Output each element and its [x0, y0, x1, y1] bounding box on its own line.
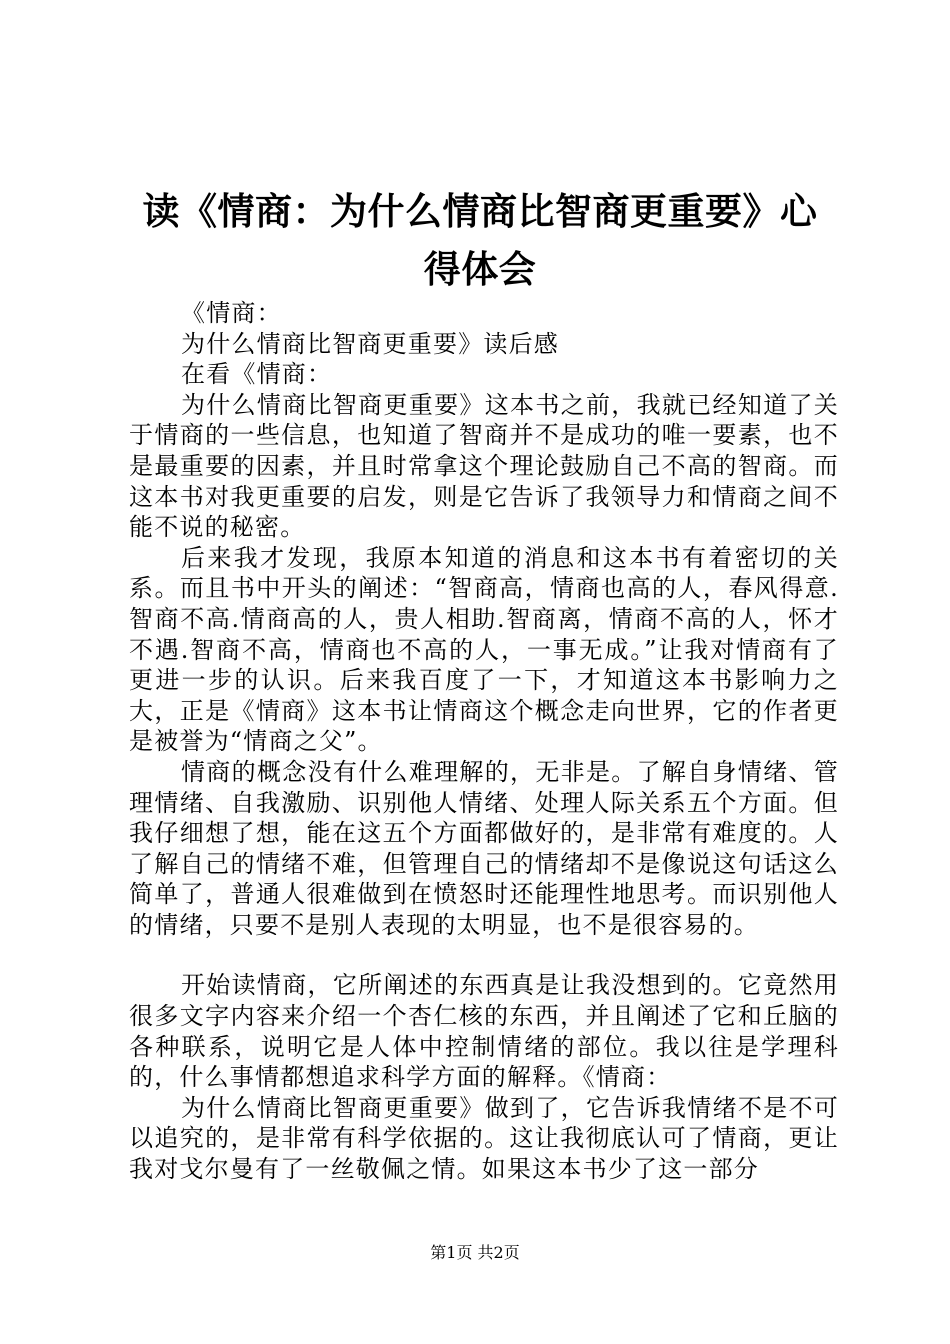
document-body	[129, 298, 839, 1185]
paragraph: 后来我才发现，我原本知道的消息和这本书有着密切的关系。而且书中开头的阐述：“智商高，情商也高的人，春风得意.智商不高.情商高的人，贵人相助.智商离，情商不高的人，怀才不遇.智商不高，情商也不高的人，一事无成。”让我对情商有了更进一步的认识。后来我百度了一下，才知道这本书影响力之大，正是《情商》这本书让情商这个概念走向世界，它的作者更是被誉为“情商之父”。	[129, 543, 839, 756]
paragraph: 为什么情商比智商更重要》这本书之前，我就已经知道了关于情商的一些信息，也知道了智商并不是成功的唯一要素，也不是最重要的因素，并且时常拿这个理论鼓励自己不高的智商。而这本书对我更重要的启发，则是它告诉了我领导力和情商之间不能不说的秘密。	[129, 390, 839, 542]
paragraph: 为什么情商比智商更重要》读后感	[181, 329, 559, 358]
paragraph: 为什么情商比智商更重要》做到了，它告诉我情绪不是不可以追究的，是非常有科学依据的。这让我彻底认可了情商，更让我对戈尔曼有了一丝敬佩之情。如果这本书少了这一部分	[129, 1093, 839, 1184]
paragraph: 在看《情商：	[181, 360, 333, 389]
page-footer: 第1页 共2页	[430, 1243, 520, 1262]
paragraph: 《情商：	[181, 299, 282, 327]
paragraph: 情商的概念没有什么难理解的，无非是。了解自身情绪、管理情绪、自我激励、识别他人情绪、处理人际关系五个方面。但我仔细想了想，能在这五个方面都做好的，是非常有难度的。人了解自己的情绪不难，但管理自己的情绪却不是像说这句话这么简单了，普通人很难做到在愤怒时还能理性地思考。而识别他人的情绪，只要不是别人表现的太明显，也不是很容易的。	[129, 757, 839, 939]
paragraph: 开始读情商，它所阐述的东西真是让我没想到的。它竟然用很多文字内容来介绍一个杏仁核的东西，并且阐述了它和丘脑的各种联系，说明它是人体中控制情绪的部位。我以往是学理科的，什么事情都想追求科学方面的解释。《情商：	[129, 971, 839, 1092]
document-title: 读《情商：为什么情商比智商更重要》心得体会	[142, 190, 818, 291]
